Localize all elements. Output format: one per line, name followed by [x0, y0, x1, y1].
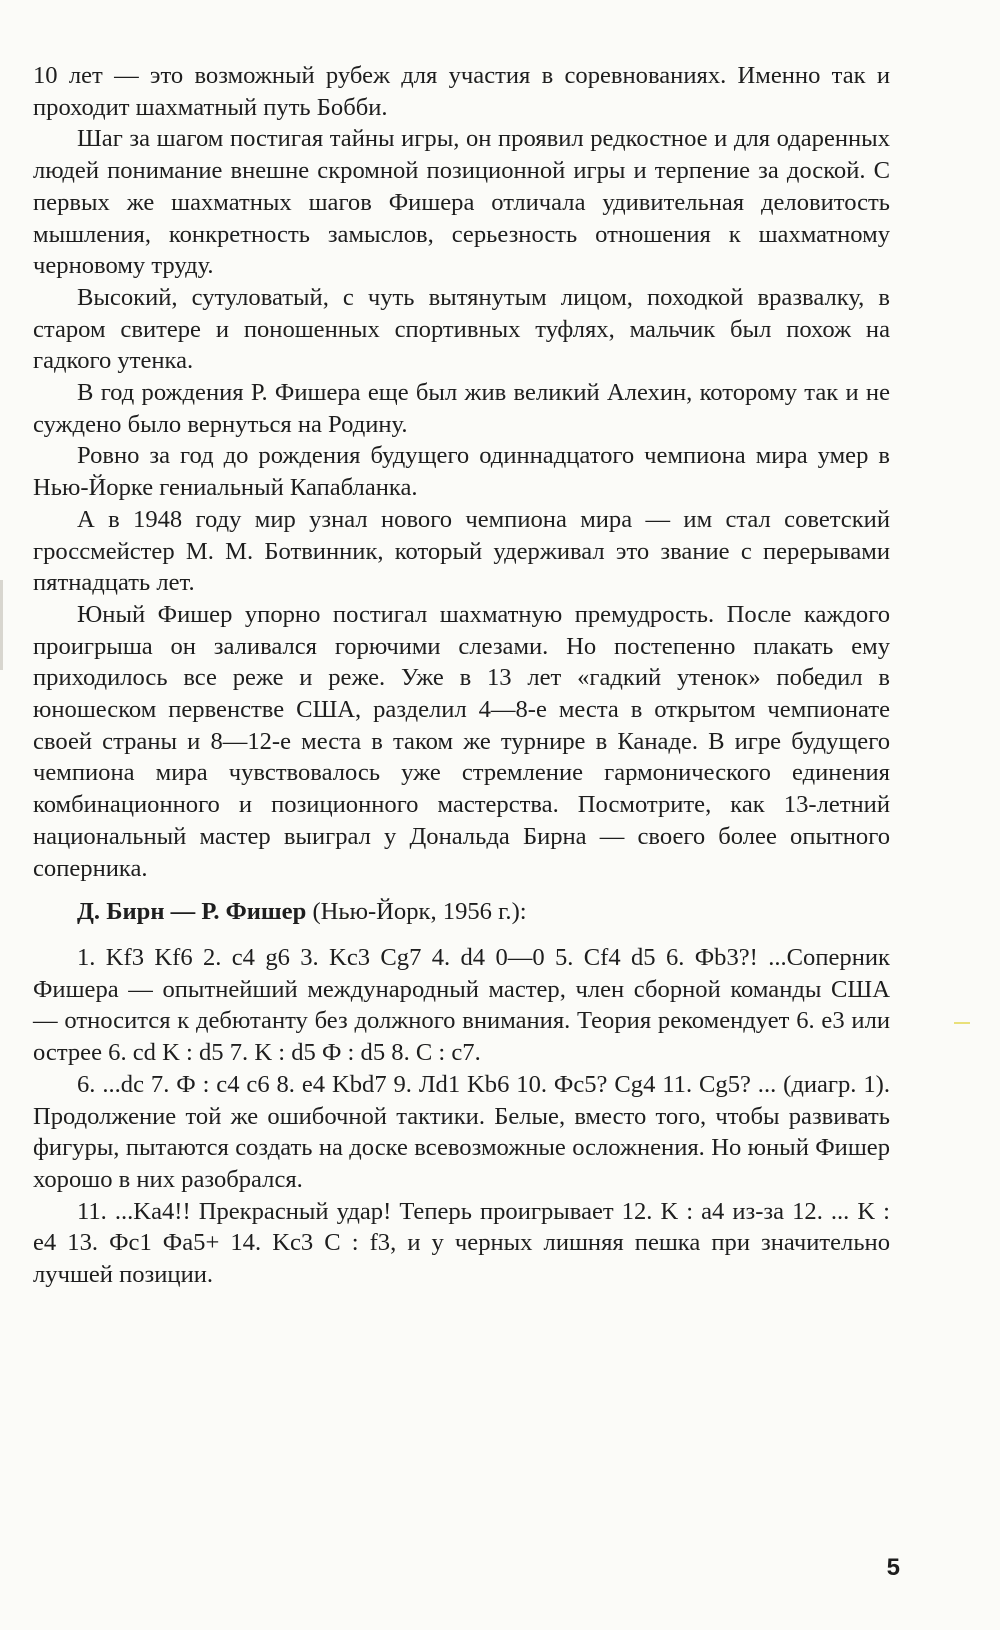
game-place-date: (Нью-Йорк, 1956 г.):: [312, 898, 527, 926]
game-players: Д. Бирн — Р. Фишер: [77, 898, 307, 926]
moves-paragraph-2: 6. ...dc 7. Ф : c4 c6 8. e4 Kbd7 9. Лd1 Kb6 10. Фc5? Cg4 11. Cg5? ... (диагр. 1). Продолжение той же ошибочной тактики. Белые, вместо того, чтобы развивать фигуры, пытаются создать на доске всевозможные осложнения. Но юный Фишер хорошо в них разобрался.: [33, 1070, 890, 1193]
page-number: 5: [886, 1554, 900, 1581]
moves-paragraph-1: 1. Kf3 Kf6 2. c4 g6 3. Kc3 Cg7 4. d4 0—0 5. Cf4 d5 6. Фb3?! ...Соперник Фишера — опытнейший международный мастер, член сборной команды США — относится к дебютанту без должного внимания. Теория рекомендует 6. e3 или острее 6. cd K : d5 7. K : d5 Ф : d5 8. C : c7.: [33, 943, 890, 1067]
paragraph-2: Шаг за шагом постигая тайны игры, он проявил редкостное и для одаренных людей понимание внешне скромной позиционной игры и терпение за доской. С первых же шахматных шагов Фишера отличала удивительная деловитость мышления, конкретность замыслов, серьезность отношения к шахматному черновому труду.: [33, 125, 890, 280]
paragraph-6: А в 1948 году мир узнал нового чемпиона мира — им стал советский гроссмейстер М. М. Ботвинник, который удерживал это звание с перерывами пятнадцать лет.: [33, 505, 890, 597]
scan-edge-mark: [0, 580, 3, 670]
book-page: [33, 60, 890, 1291]
paragraph-3: Высокий, сутуловатый, с чуть вытянутым лицом, походкой вразвалку, в старом свитере и поношенных спортивных туфлях, мальчик был похож на гадкого утенка.: [33, 283, 890, 375]
paragraph-1: 10 лет — это возможный рубеж для участия в соревнованиях. Именно так и проходит шахматный путь Бобби.: [33, 62, 890, 121]
scan-speck: [954, 1022, 970, 1024]
paragraph-7: Юный Фишер упорно постигал шахматную премудрость. После каждого проигрыша он заливался горючими слезами. Но постепенно плакать ему приходилось все реже и реже. Уже в 13 лет «гадкий утенок» победил в юношеском первенстве США, разделил 4—8-е места в открытом чемпионате своей страны и 8—12-е места в таком же турнире в Канаде. В игре будущего чемпиона мира чувствовалось уже стремление гармонического единения комбинационного и позиционного мастерства. Посмотрите, как 13-летний национальный мастер выиграл у Дональда Бирна — своего более опытного соперника.: [33, 600, 890, 882]
moves-paragraph-3: 11. ...Ka4!! Прекрасный удар! Теперь проигрывает 12. K : a4 из-за 12. ... K : e4 13. Фc1 Фa5+ 14. Kc3 C : f3, и у черных лишняя пешка при значительно лучшей позиции.: [33, 1197, 890, 1289]
paragraph-5: Ровно за год до рождения будущего одиннадцатого чемпиона мира умер в Нью-Йорке гениальный Капабланка.: [33, 442, 890, 502]
paragraph-4: В год рождения Р. Фишера еще был жив великий Алехин, которому так и не суждено было вернуться на Родину.: [33, 379, 890, 438]
game-header: [33, 896, 890, 928]
